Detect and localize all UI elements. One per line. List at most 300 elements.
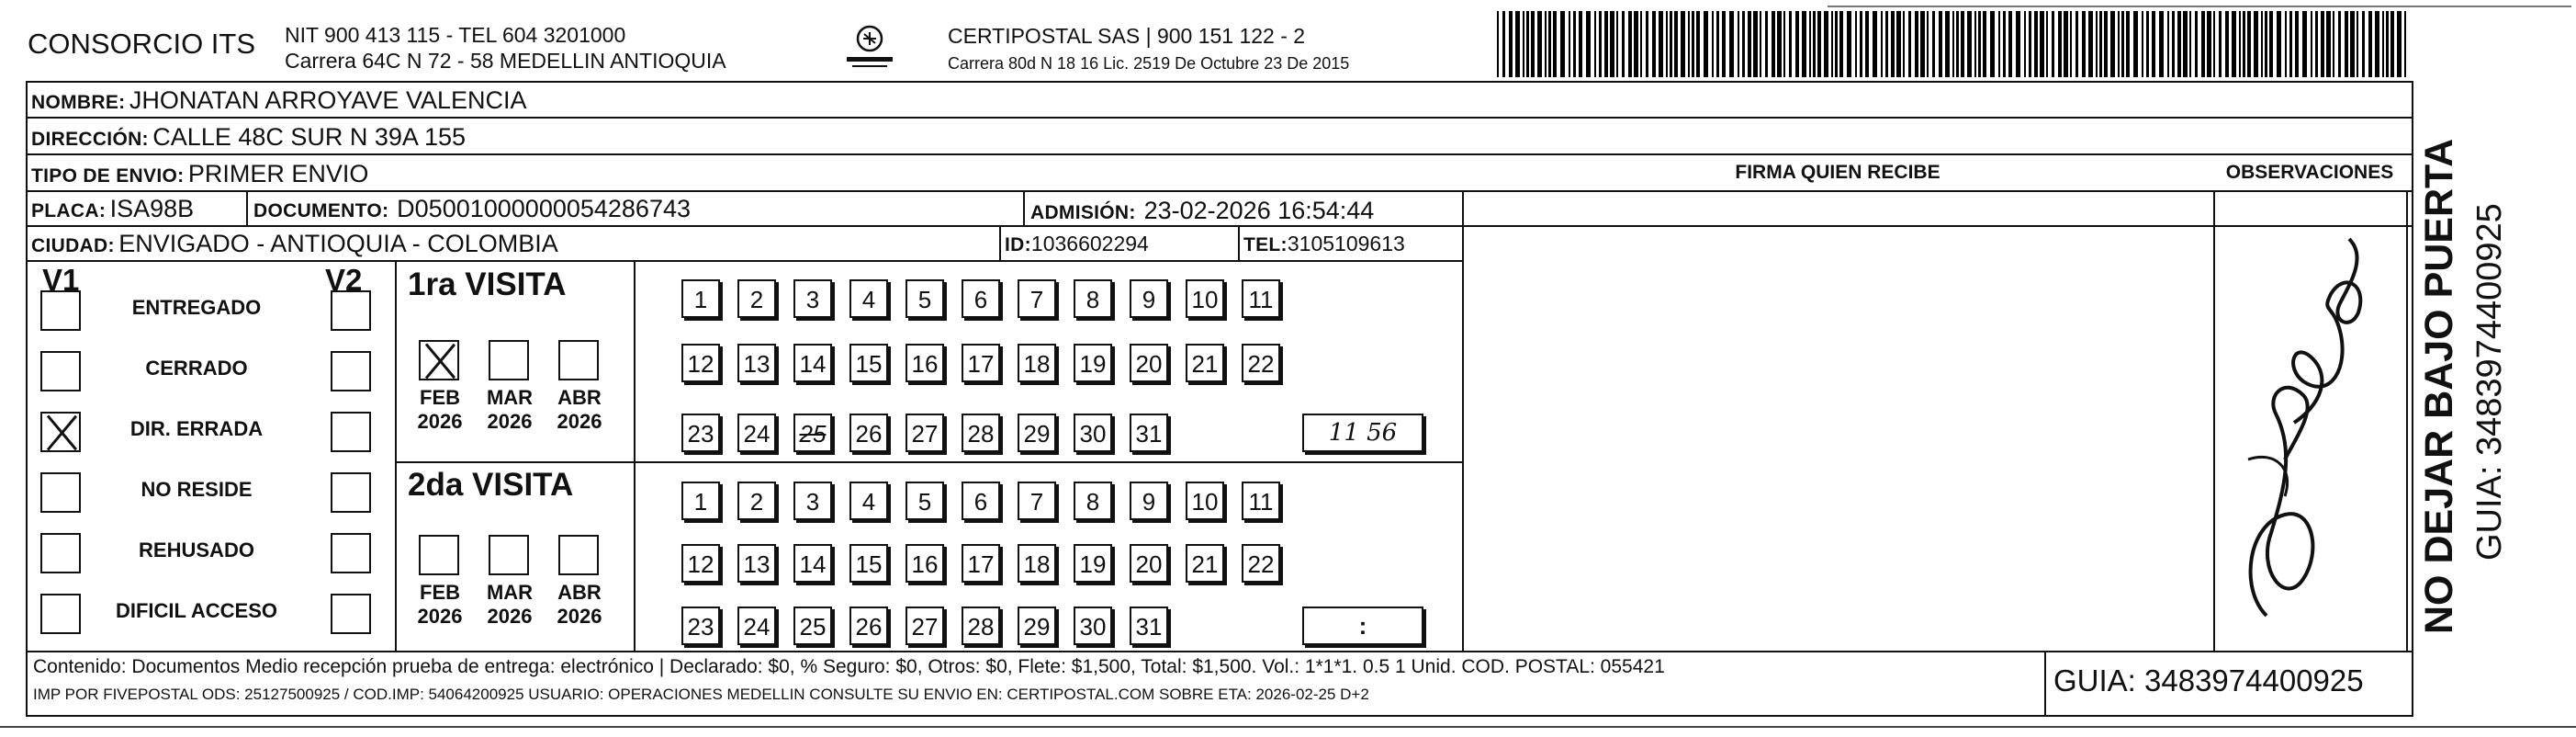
first-visit-day[interactable]: 24 xyxy=(737,414,776,452)
second-visit-day[interactable]: 26 xyxy=(849,607,888,645)
placa-value: ISA98B xyxy=(109,195,195,222)
barcode-bar xyxy=(2295,11,2299,77)
barcode-bar xyxy=(2247,11,2251,77)
barcode-bar xyxy=(1795,11,1799,77)
month-checkbox[interactable] xyxy=(419,340,459,380)
second-visit-day[interactable]: 8 xyxy=(1074,482,1112,520)
barcode-bar xyxy=(1885,11,1888,77)
barcode-bar xyxy=(1722,11,1726,77)
barcode-bar xyxy=(1579,11,1582,77)
barcode-bar xyxy=(2225,11,2229,77)
barcode-bar xyxy=(1509,11,1513,77)
barcode-bar xyxy=(1915,11,1918,77)
second-visit-day[interactable]: 12 xyxy=(681,544,720,583)
admision-value: 23-02-2026 16:54:44 xyxy=(1143,197,1375,224)
month-label: MAR xyxy=(486,581,534,604)
v1-checkbox[interactable] xyxy=(40,594,81,634)
barcode-bar xyxy=(2326,11,2331,77)
visit-divider xyxy=(395,461,1462,463)
barcode-bar xyxy=(1531,11,1535,77)
status-label: NO RESIDE xyxy=(141,478,253,501)
barcode-bar xyxy=(2338,11,2341,77)
year-label: 2026 xyxy=(487,605,533,628)
v2-checkbox[interactable] xyxy=(331,351,371,391)
first-visit-day[interactable]: 5 xyxy=(906,279,944,318)
admision-label: ADMISIÓN: xyxy=(1030,202,1136,223)
second-visit-day[interactable]: 19 xyxy=(1074,544,1112,583)
certipostal-logo-icon xyxy=(843,20,896,74)
first-visit-day[interactable]: 25 xyxy=(793,414,832,452)
barcode-bar xyxy=(1765,11,1768,77)
company-info xyxy=(285,22,726,74)
barcode-bar xyxy=(1939,11,1942,77)
second-visit-day[interactable]: 30 xyxy=(1074,607,1112,645)
tel-label: TEL: xyxy=(1243,234,1288,255)
barcode-bar xyxy=(1696,11,1700,77)
status-label: REHUSADO xyxy=(139,539,254,561)
barcode-bar xyxy=(2386,11,2389,77)
barcode-bar xyxy=(2172,11,2175,77)
no-dejar-bajo-puerta-warning: NO DEJAR BAJO PUERTA xyxy=(2417,138,2461,634)
barcode-bar xyxy=(2133,11,2138,77)
first-visit-day[interactable]: 3 xyxy=(793,279,832,318)
barcode-bar xyxy=(1896,11,1901,77)
obs-right-border xyxy=(2406,190,2408,651)
month-checkbox[interactable] xyxy=(419,535,459,575)
second-visit-time: : xyxy=(1302,607,1423,645)
barcode-bar xyxy=(2029,11,2031,77)
second-visit-day[interactable]: 3 xyxy=(793,482,832,520)
first-visit-day[interactable]: 10 xyxy=(1186,279,1224,318)
barcode-bar xyxy=(2052,11,2054,77)
second-visit-title: 2da VISITA xyxy=(408,467,574,503)
side-guia: GUIA: 3483974400925 xyxy=(2470,203,2509,561)
barcode-bar xyxy=(1523,11,1524,77)
first-visit-day[interactable]: 26 xyxy=(849,414,888,452)
barcode-bar xyxy=(1903,11,1905,77)
barcode-bar xyxy=(1813,11,1816,77)
barcode-bar xyxy=(2167,11,2169,77)
v1-checkbox[interactable] xyxy=(40,533,81,573)
placa-field xyxy=(31,195,194,223)
first-visit-day[interactable]: 4 xyxy=(849,279,888,318)
barcode-bar xyxy=(1748,11,1751,77)
barcode-bar xyxy=(1640,11,1642,77)
barcode-bar xyxy=(1659,11,1663,77)
barcode-bar xyxy=(1497,11,1499,77)
barcode-bar xyxy=(1545,11,1547,77)
barcode-bar xyxy=(1961,11,1964,77)
tipo-label: TIPO DE ENVIO: xyxy=(31,165,185,187)
second-visit-day[interactable]: 16 xyxy=(906,544,944,583)
barcode-bar xyxy=(2362,11,2365,77)
barcode-bar xyxy=(1891,11,1895,77)
barcode-bar xyxy=(1802,11,1806,77)
barcode-bar xyxy=(2046,11,2048,77)
barcode-bar xyxy=(1515,11,1520,77)
barcode-bar xyxy=(1634,11,1638,77)
second-visit-day[interactable]: 13 xyxy=(737,544,776,583)
month-label: FEB xyxy=(420,386,460,409)
barcode-bar xyxy=(1983,11,1986,77)
barcode-bar xyxy=(1873,11,1877,77)
barcode-bar xyxy=(2382,11,2384,77)
barcode-bar xyxy=(2142,11,2143,77)
barcode-bar xyxy=(2375,11,2379,77)
recipient-signature xyxy=(2230,221,2386,634)
barcode-bar xyxy=(1860,11,1862,77)
year-label: 2026 xyxy=(417,410,463,433)
documento-field xyxy=(253,195,691,223)
barcode-bar xyxy=(2040,11,2044,77)
first-visit-day[interactable]: 16 xyxy=(906,344,944,382)
first-visit-day[interactable]: 14 xyxy=(793,344,832,382)
guide-form xyxy=(26,81,2413,717)
barcode xyxy=(1497,11,2415,77)
first-visit-day[interactable]: 9 xyxy=(1130,279,1168,318)
second-visit-day[interactable]: 27 xyxy=(906,607,944,645)
first-visit-day[interactable]: 6 xyxy=(962,279,1000,318)
first-visit-title: 1ra VISITA xyxy=(408,266,567,302)
barcode-bar xyxy=(1932,11,1935,77)
barcode-bar xyxy=(2064,11,2068,77)
v2-checkbox[interactable] xyxy=(331,594,371,634)
admision-divider xyxy=(1023,190,1025,225)
ciudad-label: CIUDAD: xyxy=(31,235,115,256)
v2-checkbox[interactable] xyxy=(331,290,371,331)
barcode-bar xyxy=(1586,11,1591,77)
nombre-label: NOMBRE: xyxy=(31,92,126,113)
barcode-bar xyxy=(1835,11,1838,77)
placa-label: PLACA: xyxy=(31,200,107,221)
barcode-bar xyxy=(1824,11,1828,77)
barcode-bar xyxy=(1855,11,1857,77)
barcode-bar xyxy=(2088,11,2093,77)
first-visit-day[interactable]: 17 xyxy=(962,344,1000,382)
barcode-bar xyxy=(2277,11,2281,77)
row-divider xyxy=(28,153,2412,155)
barcode-bar xyxy=(2082,11,2086,77)
first-visit-day[interactable]: 8 xyxy=(1074,279,1112,318)
admision-field xyxy=(1030,197,1374,225)
barcode-bar xyxy=(2008,11,2012,77)
barcode-bar xyxy=(1548,11,1551,77)
second-visit-day[interactable]: 28 xyxy=(962,607,1000,645)
barcode-bar xyxy=(1594,11,1596,77)
direccion-label: DIRECCIÓN: xyxy=(31,129,149,150)
second-visit-day[interactable]: 6 xyxy=(962,482,1000,520)
barcode-bar xyxy=(2261,11,2263,77)
barcode-bar xyxy=(1526,11,1529,77)
footer-impresion: IMP POR FIVEPOSTAL ODS: 25127500925 / COD.IMP: 54064200925 USUARIO: OPERACIONES MEDELLIN CONSULTE SU ENVIO EN: CERTIPOSTAL.COM SOBRE ETA: 2026-02-25 D+2 xyxy=(33,686,1369,703)
barcode-bar xyxy=(2285,11,2287,77)
barcode-bar xyxy=(1753,11,1758,77)
barcode-bar xyxy=(1688,11,1690,77)
month-label: MAR xyxy=(486,386,534,409)
row-divider xyxy=(28,260,1462,262)
tel-divider xyxy=(1238,225,1240,260)
barcode-bar xyxy=(1573,11,1576,77)
first-visit-day[interactable]: 13 xyxy=(737,344,776,382)
second-visit-day[interactable]: 25 xyxy=(793,607,832,645)
tipo-value: PRIMER ENVIO xyxy=(187,160,369,187)
direccion-value: CALLE 48C SUR N 39A 155 xyxy=(152,123,466,151)
barcode-bar xyxy=(2189,11,2191,77)
v1-checkbox[interactable] xyxy=(40,351,81,391)
barcode-bar xyxy=(2265,11,2267,77)
row-divider xyxy=(28,225,1462,227)
barcode-bar xyxy=(1920,11,1925,77)
second-visit-day[interactable]: 11 xyxy=(1242,482,1280,520)
second-visit-day[interactable]: 23 xyxy=(681,607,720,645)
barcode-bar xyxy=(2213,11,2215,77)
barcode-bar xyxy=(1553,11,1557,77)
second-visit-day[interactable]: 7 xyxy=(1018,482,1056,520)
footer-contenido: Contenido: Documentos Medio recepción prueba de entrega: electrónico | Declarado: $0, % Seguro: $0, Otros: $0, Flete: $1,500, Total: $1,500. Vol.: 1*1*1. 0.5 1 Unid. COD. POSTAL: 055421 xyxy=(33,656,1665,677)
status-label: DIFICIL ACCESO xyxy=(115,599,277,622)
second-visit-day[interactable]: 10 xyxy=(1186,482,1224,520)
barcode-bar xyxy=(1652,11,1656,77)
firma-header: FIRMA QUIEN RECIBE xyxy=(1735,162,1940,183)
nombre-value: JHONATAN ARROYAVE VALENCIA xyxy=(129,86,527,114)
month-year xyxy=(478,581,542,629)
month-checkbox[interactable] xyxy=(558,340,599,380)
barcode-bar xyxy=(1967,11,1972,77)
barcode-bar xyxy=(1712,11,1714,77)
barcode-bar xyxy=(2350,11,2355,77)
second-visit-day[interactable]: 31 xyxy=(1130,607,1168,645)
v2-checkbox[interactable] xyxy=(331,533,371,573)
barcode-bar xyxy=(2099,11,2102,77)
tel-field xyxy=(1243,232,1405,256)
barcode-bar xyxy=(1646,11,1648,77)
second-visit-day[interactable]: 29 xyxy=(1018,607,1056,645)
barcode-bar xyxy=(1610,11,1614,77)
barcode-bar xyxy=(1908,11,1911,77)
barcode-bar xyxy=(2177,11,2181,77)
second-visit-day[interactable]: 22 xyxy=(1242,544,1280,583)
barcode-bar xyxy=(2201,11,2205,77)
barcode-bar xyxy=(2146,11,2149,77)
barcode-bar xyxy=(1865,11,1869,77)
tel-value: 3105109613 xyxy=(1287,232,1405,255)
v1-checkbox[interactable] xyxy=(40,290,81,331)
barcode-bar xyxy=(2159,11,2164,77)
barcode-bar xyxy=(1978,11,1981,77)
first-visit-day[interactable]: 18 xyxy=(1018,344,1056,382)
direccion-row xyxy=(31,123,466,152)
barcode-bar xyxy=(2404,11,2406,77)
barcode-bar xyxy=(2096,11,2098,77)
footer-divider xyxy=(28,651,2412,652)
id-label: ID: xyxy=(1005,234,1031,255)
month-year xyxy=(408,581,472,629)
certipostal-info xyxy=(948,22,1349,77)
first-visit-day[interactable]: 11 xyxy=(1242,279,1280,318)
barcode-bar xyxy=(2397,11,2402,77)
barcode-bar xyxy=(1604,11,1608,77)
month-year xyxy=(547,581,612,629)
top-edge-line xyxy=(1828,6,2571,7)
barcode-bar xyxy=(1760,11,1761,77)
barcode-bar xyxy=(1674,11,1678,77)
v2-checkbox[interactable] xyxy=(331,412,371,452)
first-visit-time: 11 56 xyxy=(1302,414,1423,452)
barcode-bar xyxy=(2126,11,2130,77)
placa-divider xyxy=(246,190,248,225)
barcode-bar xyxy=(1817,11,1821,77)
barcode-bar xyxy=(1789,11,1792,77)
company-address: Carrera 64C N 72 - 58 MEDELLIN ANTIOQUIA xyxy=(285,49,726,73)
barcode-bar xyxy=(2024,11,2026,77)
second-visit-day[interactable]: 18 xyxy=(1018,544,1056,583)
status-divider xyxy=(395,260,397,651)
year-label: 2026 xyxy=(487,410,533,433)
second-visit-day[interactable]: 17 xyxy=(962,544,1000,583)
barcode-bar xyxy=(1952,11,1954,77)
barcode-bar xyxy=(1881,11,1883,77)
bottom-edge-line xyxy=(0,726,2576,728)
barcode-bar xyxy=(1670,11,1672,77)
first-visit-day[interactable]: 7 xyxy=(1018,279,1056,318)
month-checkbox[interactable] xyxy=(558,535,599,575)
first-visit-day[interactable]: 30 xyxy=(1074,414,1112,452)
first-visit-day[interactable]: 21 xyxy=(1186,344,1224,382)
first-visit-day[interactable]: 22 xyxy=(1242,344,1280,382)
barcode-bar xyxy=(1974,11,1976,77)
barcode-bar xyxy=(2289,11,2292,77)
status-label: ENTREGADO xyxy=(131,296,262,319)
first-visit-day[interactable]: 12 xyxy=(681,344,720,382)
first-visit-day[interactable]: 2 xyxy=(737,279,776,318)
row-divider xyxy=(28,117,2412,119)
barcode-bar xyxy=(1777,11,1782,77)
firma-left-border xyxy=(1462,190,1464,651)
first-visit-day[interactable]: 1 xyxy=(681,279,720,318)
documento-value: D05001000000054286743 xyxy=(397,195,691,222)
barcode-bar xyxy=(1569,11,1570,77)
first-visit-day[interactable]: 19 xyxy=(1074,344,1112,382)
second-visit-day[interactable]: 20 xyxy=(1130,544,1168,583)
month-checkbox[interactable] xyxy=(489,535,529,575)
month-label: ABR xyxy=(557,581,602,604)
barcode-bar xyxy=(2269,11,2273,77)
status-label: DIR. ERRADA xyxy=(129,417,264,440)
barcode-bar xyxy=(2243,11,2245,77)
first-visit-day[interactable]: 20 xyxy=(1130,344,1168,382)
barcode-bar xyxy=(2183,11,2188,77)
barcode-bar xyxy=(2110,11,2115,77)
barcode-bar xyxy=(2302,11,2307,77)
barcode-bar xyxy=(2070,11,2072,77)
barcode-bar xyxy=(2357,11,2358,77)
month-label: ABR xyxy=(557,386,602,409)
barcode-bar xyxy=(1666,11,1668,77)
observaciones-header: OBSERVACIONES xyxy=(2225,162,2394,183)
barcode-bar xyxy=(2034,11,2038,77)
barcode-bar xyxy=(1783,11,1785,77)
barcode-bar xyxy=(2207,11,2211,77)
barcode-bar xyxy=(2058,11,2062,77)
barcode-bar xyxy=(1956,11,1959,77)
year-label: 2026 xyxy=(417,605,463,628)
id-value: 1036602294 xyxy=(1030,232,1149,255)
first-visit-day[interactable]: 27 xyxy=(906,414,944,452)
barcode-bar xyxy=(2219,11,2222,77)
row-divider xyxy=(28,190,2412,192)
barcode-bar xyxy=(2075,11,2078,77)
month-label: FEB xyxy=(420,581,460,604)
ciudad-value: ENVIGADO - ANTIOQUIA - COLOMBIA xyxy=(118,230,558,257)
second-visit-day[interactable]: 5 xyxy=(906,482,944,520)
barcode-bar xyxy=(1809,11,1811,77)
second-visit-day[interactable]: 2 xyxy=(737,482,776,520)
v1-checkbox[interactable] xyxy=(40,472,81,513)
id-field xyxy=(1005,232,1149,256)
first-visit-day[interactable]: 23 xyxy=(681,414,720,452)
obs-left-border xyxy=(2213,190,2215,651)
barcode-bar xyxy=(2254,11,2258,77)
year-label: 2026 xyxy=(557,410,602,433)
first-visit-day[interactable]: 31 xyxy=(1130,414,1168,452)
barcode-bar xyxy=(2345,11,2348,77)
barcode-bar xyxy=(2016,11,2020,77)
first-visit-day[interactable]: 15 xyxy=(849,344,888,382)
month-year xyxy=(408,386,472,434)
barcode-bar xyxy=(2368,11,2372,77)
barcode-bar xyxy=(1692,11,1694,77)
second-visit-day[interactable]: 4 xyxy=(849,482,888,520)
barcode-bar xyxy=(1704,11,1708,77)
ciudad-field xyxy=(31,230,558,258)
barcode-bar xyxy=(2104,11,2108,77)
barcode-bar xyxy=(1681,11,1685,77)
first-visit-day[interactable]: 29 xyxy=(1018,414,1056,452)
barcode-bar xyxy=(2232,11,2236,77)
second-visit-day[interactable]: 21 xyxy=(1186,544,1224,583)
footer-guia: GUIA: 3483974400925 xyxy=(2053,663,2364,697)
barcode-bar xyxy=(2311,11,2312,77)
barcode-bar xyxy=(1945,11,1950,77)
nit-line: NIT 900 413 115 - TEL 604 3201000 xyxy=(285,23,626,47)
second-visit-day[interactable]: 24 xyxy=(737,607,776,645)
id-divider xyxy=(999,225,1001,260)
barcode-bar xyxy=(1599,11,1602,77)
company-name: CONSORCIO ITS xyxy=(28,28,256,60)
certipostal-line1: CERTIPOSTAL SAS | 900 151 122 - 2 xyxy=(948,24,1306,48)
second-visit-day[interactable]: 14 xyxy=(793,544,832,583)
barcode-bar xyxy=(2315,11,2318,77)
certipostal-line2: Carrera 80d N 18 16 Lic. 2519 De Octubre 23 De 2015 xyxy=(948,54,1350,73)
month-checkbox[interactable] xyxy=(489,340,529,380)
month-year xyxy=(547,386,612,434)
barcode-bar xyxy=(1772,11,1775,77)
barcode-bar xyxy=(1537,11,1542,77)
barcode-bar xyxy=(1729,11,1734,77)
status-label: CERRADO xyxy=(145,357,248,380)
barcode-bar xyxy=(1927,11,1929,77)
second-visit-day[interactable]: 15 xyxy=(849,544,888,583)
v1-checkbox[interactable] xyxy=(40,412,81,452)
documento-label: DOCUMENTO: xyxy=(253,200,389,221)
first-visit-day[interactable]: 28 xyxy=(962,414,1000,452)
barcode-bar xyxy=(1502,11,1505,77)
second-visit-day[interactable]: 9 xyxy=(1130,482,1168,520)
second-visit-day[interactable]: 1 xyxy=(681,482,720,520)
barcode-bar xyxy=(1738,11,1739,77)
tipo-row xyxy=(31,160,368,188)
v2-checkbox[interactable] xyxy=(331,472,371,513)
